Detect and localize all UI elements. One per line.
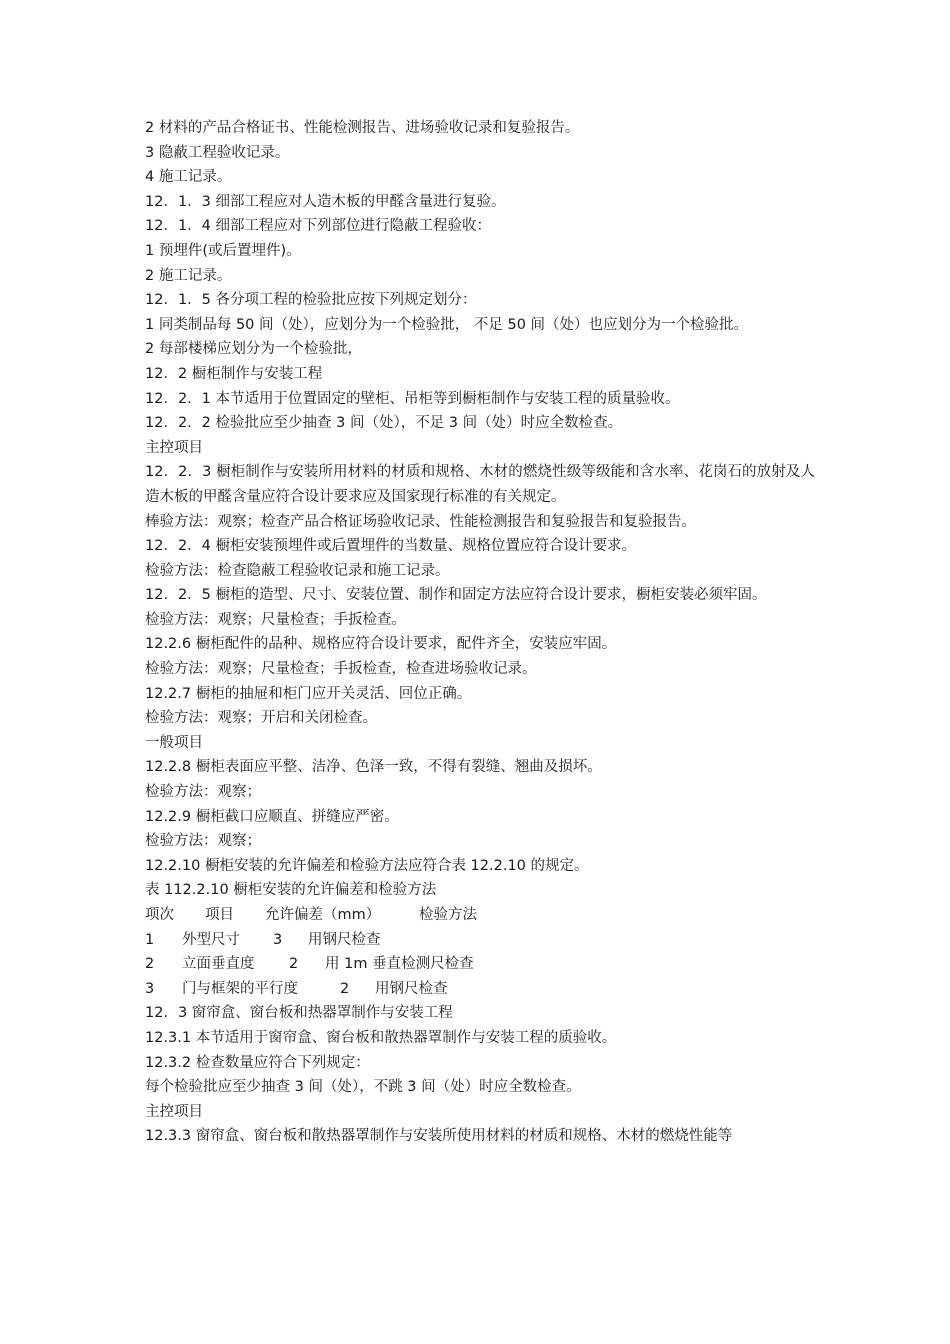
table-caption: 表 112.2.10 橱柜安装的允许偏差和检验方法 — [145, 882, 437, 899]
clause-12-2-1: 12．2．1 本节适用于位置固定的壁柜、吊柜等到橱柜制作与安装工程的质量验收。 — [145, 390, 680, 407]
table-cell: 1 — [145, 931, 155, 948]
table-row — [145, 977, 815, 1002]
subheading-main-items: 主控项目 — [145, 439, 203, 456]
subheading-main-items: 主控项目 — [145, 1103, 203, 1120]
table-header-cell: 检验方法 — [419, 907, 477, 923]
text-line-wrapped: 1 同类制品每 50 间（处），应划分为一个检验批， 不足 50 间（处）也应划分为一个检验批。 — [145, 316, 749, 333]
table-row — [145, 928, 815, 953]
clause-12-2-3: 12．2．3 橱柜制作与安装所用材料的材质和规格、木材的燃烧性级等级能和含水率、花岗石的放射及人造木板的甲醛含量应符合设计要求应及国家现行标准的有关规定。 — [145, 464, 815, 505]
clause-12-1-5: 12．1．5 各分项工程的检验批应按下列规定划分： — [145, 292, 477, 309]
clause-12-2-2: 12．2．2 检验批应至少抽查 3 间（处），不足 3 间（处）时应全数检查。 — [145, 415, 623, 432]
table-cell: 3 — [145, 980, 155, 997]
clause-12-1-4: 12．1．4 细部工程应对下列部位进行隐蔽工程验收： — [145, 218, 492, 235]
text-line: 1 预埋件(或后置埋件)。 — [145, 242, 301, 259]
table-cell: 立面垂直度 — [182, 956, 255, 973]
text-line: 2 施工记录。 — [145, 267, 232, 284]
text-line: 4 施工记录。 — [145, 169, 232, 186]
inspection-method: 检验方法：观察；尺量检查；手扳检查，检查进场验收记录。 — [145, 661, 537, 678]
clause-12-2-5: 12．2．5 橱柜的造型、尺寸、安装位置、制作和固定方法应符合设计要求，橱柜安装必须牢固。 — [145, 587, 767, 604]
table-cell: 用钢尺检查 — [308, 931, 381, 948]
table-cell: 门与框架的平行度 — [182, 980, 298, 997]
table-header-cell: 项目 — [205, 907, 234, 923]
clause-12-2-10: 12.2.10 橱柜安装的允许偏差和检验方法应符合表 12.2.10 的规定。 — [145, 857, 589, 874]
section-heading-12-3: 12．3 窗帘盒、窗台板和热器罩制作与安装工程 — [145, 1005, 453, 1022]
text-line: 每个检验批应至少抽查 3 间（处），不跳 3 间（处）时应全数检查。 — [145, 1079, 581, 1096]
table-header-row — [145, 903, 815, 928]
table-cell: 用 1m 垂直检测尺检查 — [325, 956, 474, 973]
clause-12-2-9: 12.2.9 橱柜截口应顺直、拼缝应严密。 — [145, 808, 399, 825]
clause-12-2-6: 12.2.6 橱柜配件的品种、规格应符合设计要求，配件齐全，安装应牢固。 — [145, 636, 617, 653]
section-heading-12-2: 12．2 橱柜制作与安装工程 — [145, 365, 323, 382]
table-header-cell: 允许偏差（mm） — [265, 907, 381, 923]
clause-12-3-3: 12.3.3 窗帘盒、窗台板和散热器罩制作与安装所使用材料的材质和规格、木材的燃烧性能等 — [145, 1128, 733, 1145]
text-line: 2 材料的产品合格证书、性能检测报告、进场验收记录和复验报告。 — [145, 120, 580, 136]
clause-12-2-4: 12．2．4 橱柜安装预埋件或后置埋件的当数量、规格位置应符合设计要求。 — [145, 538, 637, 555]
inspection-method: 检验方法：观察； — [145, 784, 261, 801]
table-cell: 3 — [273, 931, 283, 948]
table-cell: 用钢尺检查 — [375, 980, 448, 997]
table-header-cell: 项次 — [145, 907, 174, 923]
inspection-method: 棒验方法：观察；检查产品合格证场验收记录、性能检测报告和复验报告和复验报告。 — [145, 513, 696, 530]
inspection-method: 检验方法：检查隐蔽工程验收记录和施工记录。 — [145, 562, 450, 579]
clause-12-1-3: 12．1．3 细部工程应对人造木板的甲醛含量进行复验。 — [145, 193, 506, 210]
document-body — [145, 116, 815, 1149]
table-cell: 外型尺寸 — [182, 931, 240, 948]
clause-12-3-2: 12.3.2 检查数量应符合下列规定： — [145, 1054, 370, 1071]
clause-12-3-1: 12.3.1 本节适用于窗帘盒、窗台板和散热器罩制作与安装工程的质验收。 — [145, 1029, 617, 1046]
table-cell: 2 — [145, 956, 155, 973]
text-line: 2 每部楼梯应划分为一个检验批， — [145, 341, 362, 358]
table-cell: 2 — [340, 980, 350, 997]
subheading-general-items: 一般项目 — [145, 734, 203, 751]
inspection-method: 检验方法：观察； — [145, 833, 261, 850]
clause-12-2-7: 12.2.7 橱柜的抽屉和柜门应开关灵活、回位正确。 — [145, 685, 472, 702]
table-row — [145, 952, 815, 977]
inspection-method: 检验方法：观察；尺量检查；手扳检查。 — [145, 611, 406, 628]
inspection-method: 检验方法：观察；开启和关闭检查。 — [145, 710, 377, 727]
text-line: 3 隐蔽工程验收记录。 — [145, 144, 290, 161]
clause-12-2-8: 12.2.8 橱柜表面应平整、洁净、色泽一致，不得有裂缝、翘曲及损坏。 — [145, 759, 602, 776]
table-cell: 2 — [289, 956, 299, 973]
